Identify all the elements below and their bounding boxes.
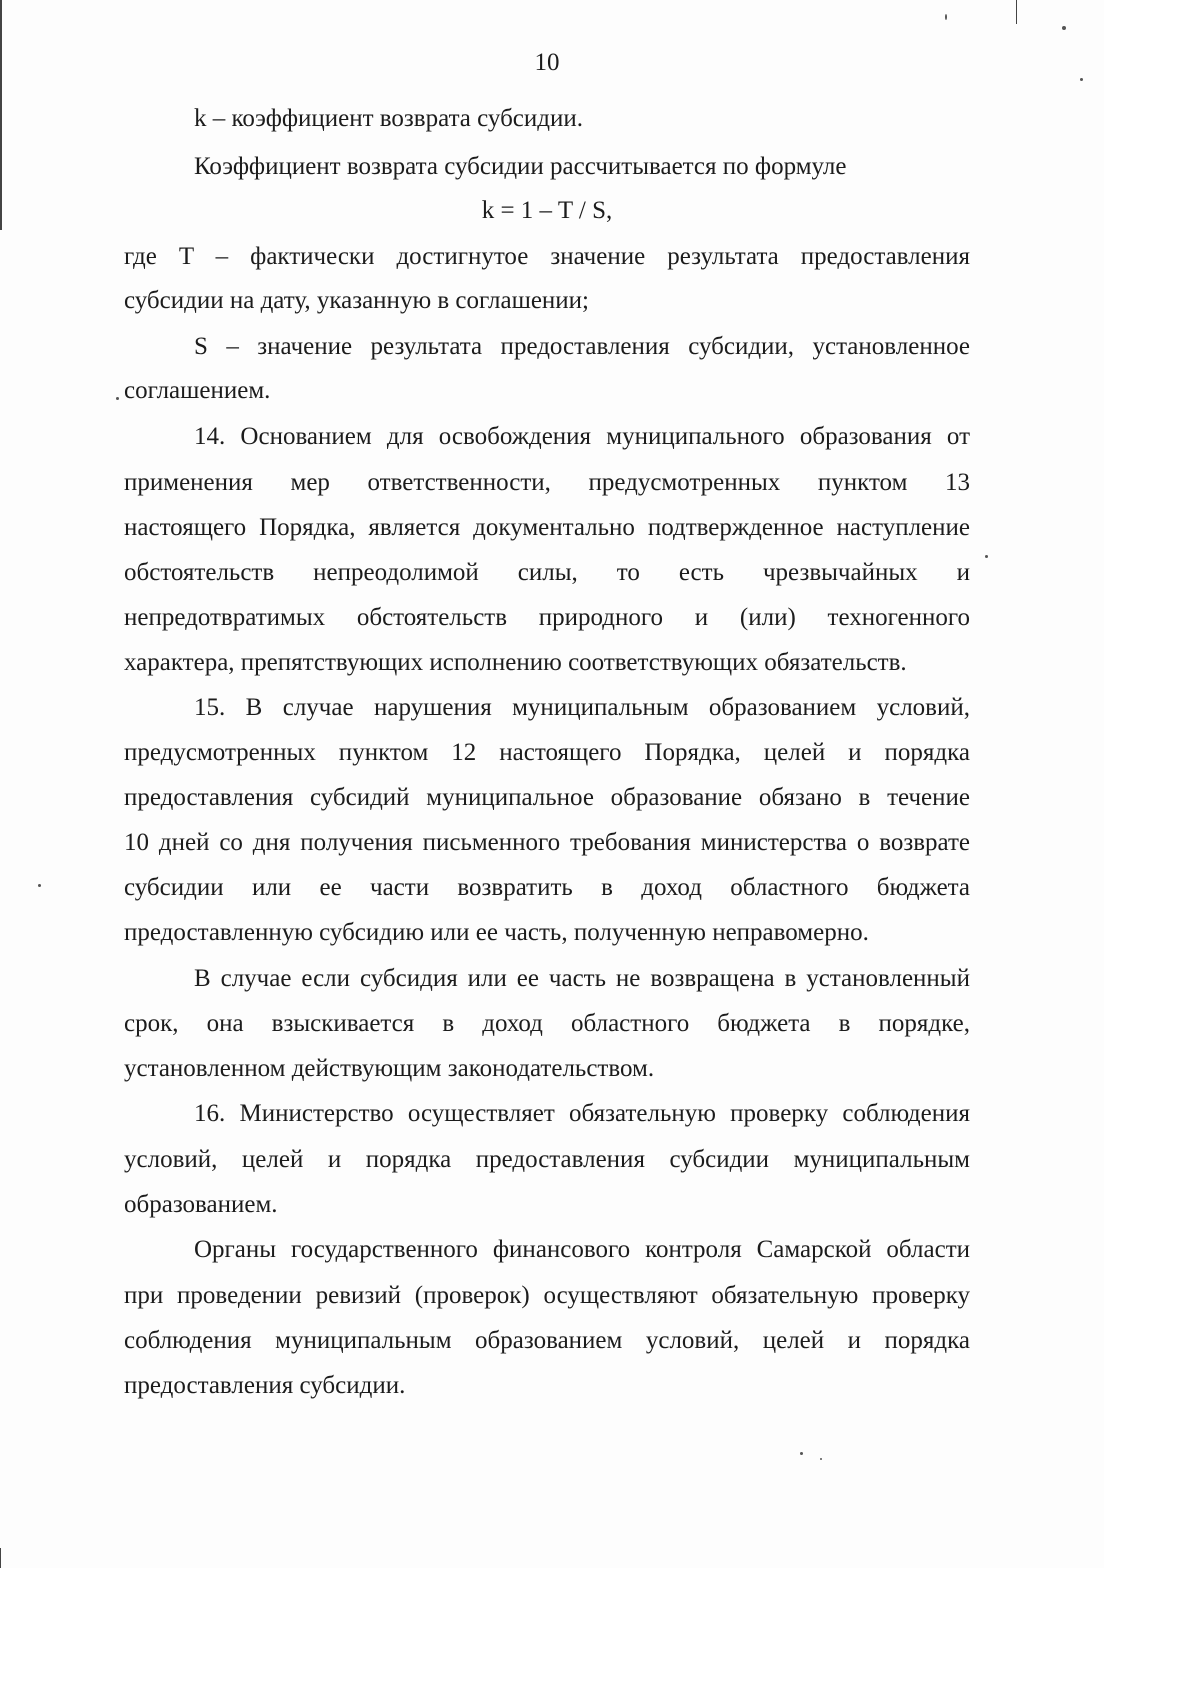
k-definition: k – коэффициент возврата субсидии. <box>194 105 584 132</box>
s-definition-line-1: S – значение результата предоставления субсидии, установленное <box>194 333 970 360</box>
scan-speck <box>1062 26 1066 30</box>
scan-speck <box>800 1452 803 1455</box>
p14-line-4: обстоятельств непреодолимой силы, то есть чрезвычайных и <box>124 559 970 586</box>
p14-line-6: характера, препятствующих исполнению соответствующих обязательств. <box>124 649 907 676</box>
p15-line-4: 10 дней со дня получения письменного требования министерства о возврате <box>124 829 970 856</box>
p15b-line-2: срок, она взыскивается в доход областного бюджета в порядке, <box>124 1010 970 1037</box>
scan-speck <box>985 555 988 558</box>
p15-line-1: 15. В случае нарушения муниципальным образованием условий, <box>194 694 970 721</box>
p16-line-3: образованием. <box>124 1191 278 1218</box>
scan-speck <box>945 14 947 20</box>
scan-edge-line-left <box>0 0 2 230</box>
p16b-line-4: предоставления субсидии. <box>124 1372 406 1399</box>
p16-line-1: 16. Министерство осуществляет обязательную проверку соблюдения <box>194 1100 970 1127</box>
p16b-line-3: соблюдения муниципальным образованием условий, целей и порядка <box>124 1327 970 1354</box>
scan-speck <box>1080 78 1083 81</box>
p14-line-2: применения мер ответственности, предусмотренных пунктом 13 <box>124 469 970 496</box>
p16b-line-1: Органы государственного финансового контроля Самарской области <box>194 1236 970 1263</box>
p15b-line-3: установленном действующим законодательством. <box>124 1055 655 1082</box>
where-t-line-2: субсидии на дату, указанную в соглашении; <box>124 287 590 314</box>
k-formula-intro: Коэффициент возврата субсидии рассчитывается по формуле <box>194 153 847 180</box>
scan-speck <box>38 884 41 887</box>
p15-line-2: предусмотренных пунктом 12 настоящего Порядка, целей и порядка <box>124 739 970 766</box>
p15b-line-1: В случае если субсидия или ее часть не возвращена в установленный <box>194 965 970 992</box>
scan-speck <box>116 397 119 400</box>
where-t-line-1: где T – фактически достигнутое значение результата предоставления <box>124 243 970 270</box>
p16-line-2: условий, целей и порядка предоставления субсидии муниципальным <box>124 1146 970 1173</box>
p14-line-1: 14. Основанием для освобождения муниципального образования от <box>194 423 970 450</box>
p14-line-3: настоящего Порядка, является документально подтвержденное наступление <box>124 514 970 541</box>
scan-edge-line-right <box>1016 0 1017 24</box>
scan-edge-line-bottom <box>0 1548 1 1568</box>
p14-line-5: непредотвратимых обстоятельств природного и (или) техногенного <box>124 604 970 631</box>
scan-speck <box>820 1458 822 1460</box>
p15-line-3: предоставления субсидий муниципальное образование обязано в течение <box>124 784 970 811</box>
p15-line-6: предоставленную субсидию или ее часть, полученную неправомерно. <box>124 919 869 946</box>
p16b-line-2: при проведении ревизий (проверок) осуществляют обязательную проверку <box>124 1282 970 1309</box>
p15-line-5: субсидии или ее части возвратить в доход областного бюджета <box>124 874 970 901</box>
page-number: 10 <box>534 49 560 76</box>
formula: k = 1 – T / S, <box>481 197 613 224</box>
s-definition-line-2: соглашением. <box>124 377 271 404</box>
